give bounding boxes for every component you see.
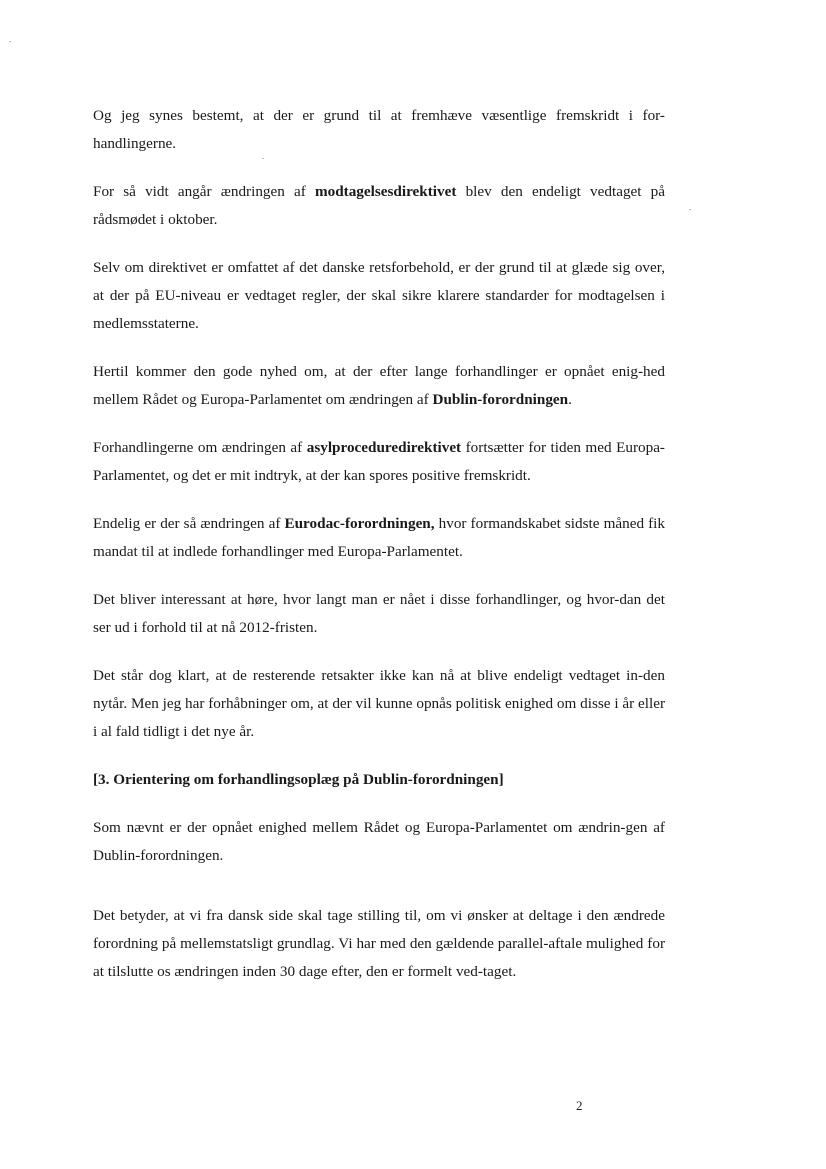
paragraph bbox=[93, 358, 665, 414]
paragraph bbox=[93, 434, 665, 490]
paragraph-text: blev den endeligt vedtaget på rådsmødet i oktober. bbox=[93, 183, 665, 228]
paragraph-text: fortsætter for tiden med Europa-Parlamentet, og det er mit indtryk, at der kan spores positive fremskridt. bbox=[93, 439, 665, 484]
scan-speck bbox=[689, 209, 691, 210]
paragraph bbox=[93, 662, 665, 746]
paragraph-text: . bbox=[568, 391, 572, 408]
scan-speck bbox=[9, 41, 11, 42]
paragraph bbox=[93, 814, 665, 870]
bold-term: Dublin-forordningen bbox=[432, 391, 569, 408]
paragraph-text: Det bliver interessant at høre, hvor langt man er nået i disse forhandlinger, og hvor-dan det ser ud i forhold til at nå 2012-fristen. bbox=[93, 591, 665, 636]
bold-term: modtagelsesdirektivet bbox=[314, 183, 457, 200]
paragraph bbox=[93, 510, 665, 566]
document-body bbox=[93, 102, 665, 1006]
bold-term: Eurodac-forordningen, bbox=[284, 515, 435, 532]
paragraph-text: Og jeg synes bestemt, at der er grund til at fremhæve væsentlige fremskridt i for-handlingerne. bbox=[93, 107, 665, 152]
paragraph bbox=[93, 902, 665, 986]
paragraph bbox=[93, 102, 665, 158]
paragraph-text: Hertil kommer den gode nyhed om, at der efter lange forhandlinger er opnået enig-hed mellem Rådet og Europa-Parlamentet om ændringen af bbox=[93, 363, 665, 408]
bold-term: asylproceduredirektivet bbox=[306, 439, 462, 456]
page-number: 2 bbox=[576, 1098, 583, 1113]
paragraph-text: For så vidt angår ændringen af bbox=[93, 183, 315, 200]
paragraph-text: Det betyder, at vi fra dansk side skal tage stilling til, om vi ønsker at deltage i den ændrede forordning på mellemstatsligt grundlag. Vi har med den gældende parallel-aftale mulighed for at tilslutte os ændringen inden 30 dage efter, den er formelt ved-taget. bbox=[93, 907, 665, 980]
paragraph-text: Endelig er der så ændringen af bbox=[93, 515, 285, 532]
paragraph-text: Som nævnt er der opnået enighed mellem Rådet og Europa-Parlamentet om ændrin-gen af Dublin-forordningen. bbox=[93, 819, 665, 864]
paragraph bbox=[93, 254, 665, 338]
paragraph-text: Det står dog klart, at de resterende retsakter ikke kan nå at blive endeligt vedtaget in-den nytår. Men jeg har forhåbninger om, at der vil kunne opnås politisk enighed om disse i år eller i al fald tidligt i det nye år. bbox=[93, 667, 665, 740]
paragraph bbox=[93, 586, 665, 642]
paragraph-text: Forhandlingerne om ændringen af bbox=[93, 439, 307, 456]
paragraph-text: Selv om direktivet er omfattet af det danske retsforbehold, er der grund til at glæde sig over, at der på EU-niveau er vedtaget regler, der skal sikre klarere standarder for modtagelsen i medlemsstaterne. bbox=[93, 259, 665, 332]
paragraph bbox=[93, 178, 665, 234]
paragraph-text: hvor formandskabet sidste måned fik mandat til at indlede forhandlinger med Europa-Parlamentet. bbox=[93, 515, 665, 560]
section-heading: [3. Orientering om forhandlingsoplæg på Dublin-forordningen] bbox=[93, 771, 504, 788]
